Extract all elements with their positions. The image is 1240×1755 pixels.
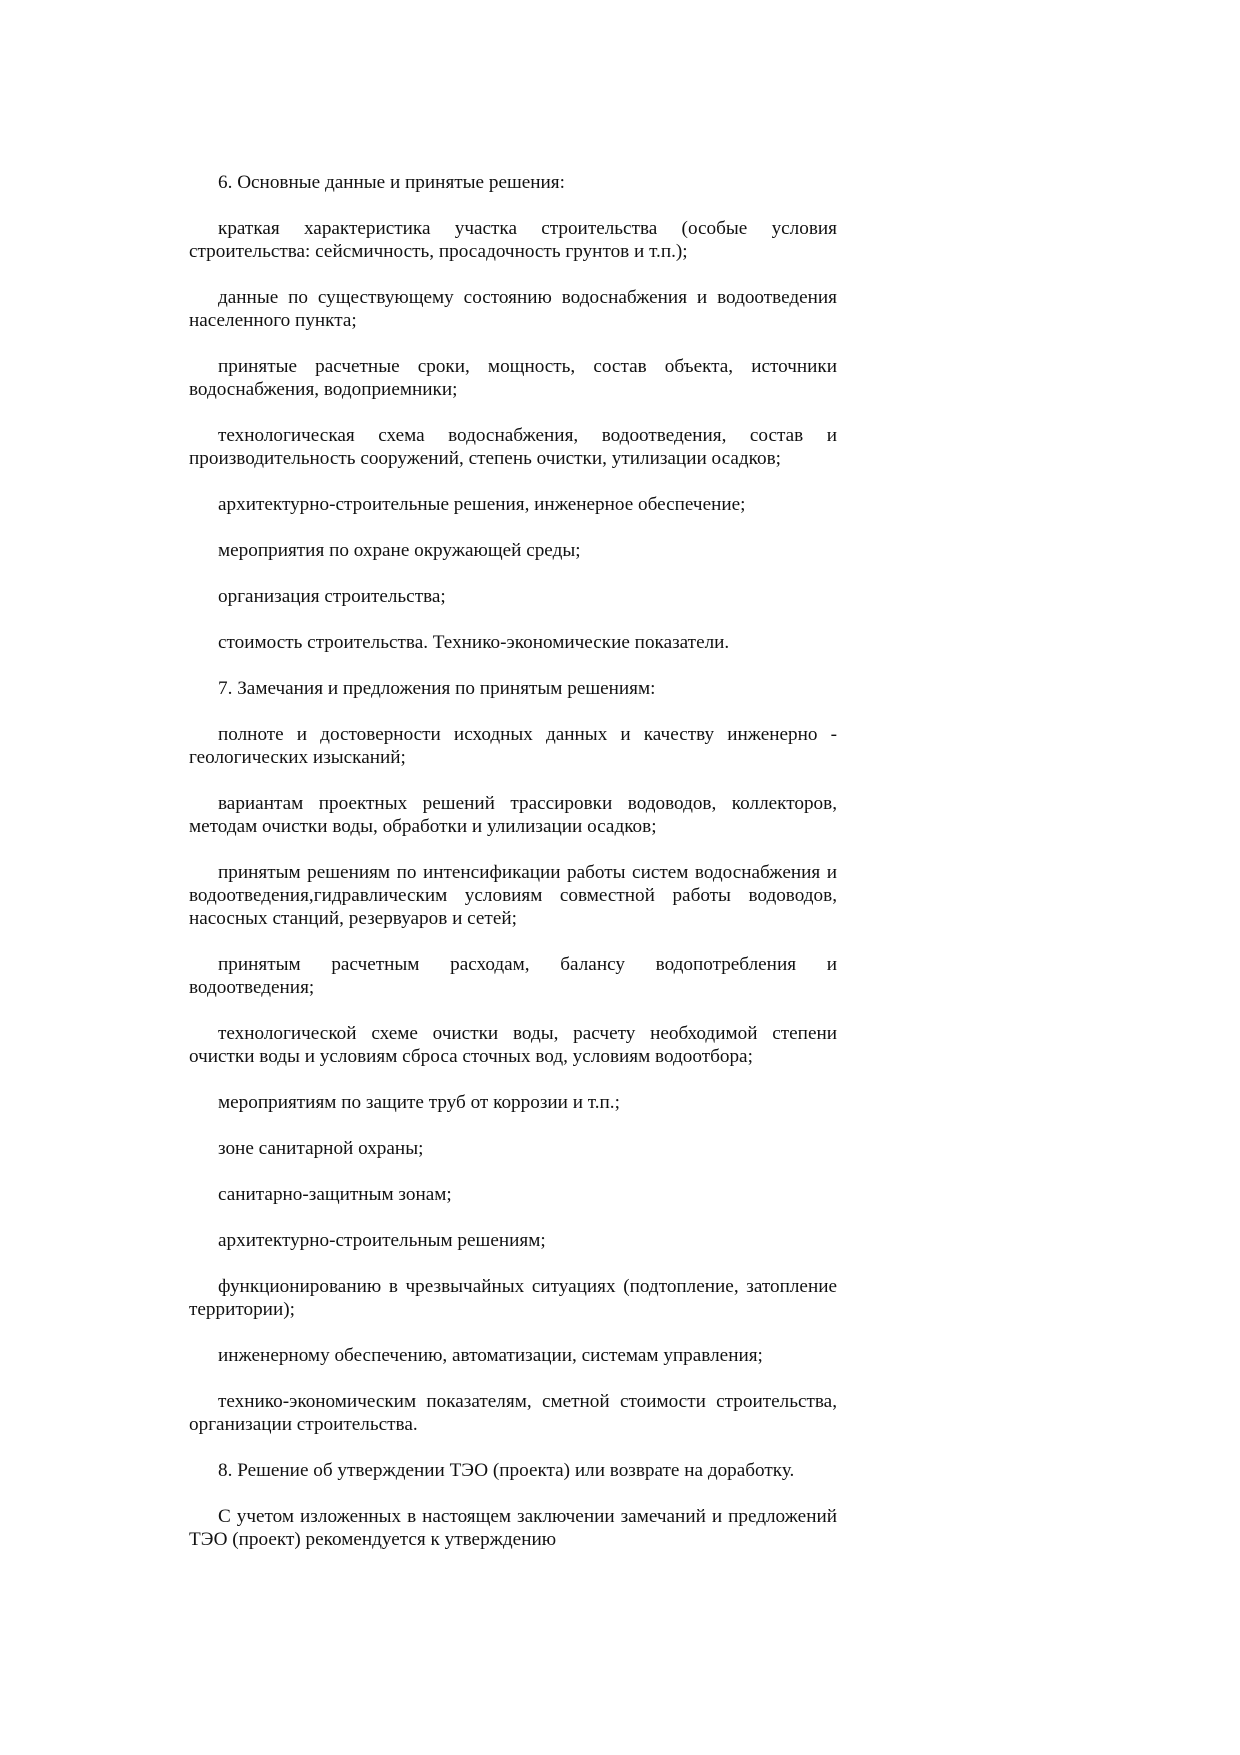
list-item-existing-state: данные по существующему состоянию водоснабжения и водоотведения населенного пункта; <box>189 287 837 331</box>
list-item-treatment-scheme: технологической схеме очистки воды, расчету необходимой степени очистки воды и условиям сброса сточных вод, условиям водоотбора; <box>189 1023 837 1067</box>
list-item-construction-organization: организация строительства; <box>218 586 446 607</box>
section-7-heading: 7. Замечания и предложения по принятым решениям: <box>218 678 656 699</box>
list-item-architectural-decisions: архитектурно-строительным решениям; <box>218 1230 546 1251</box>
list-item-intensification: принятым решениям по интенсификации работы систем водоснабжения и водоотведения,гидравлическим условиям совместной работы водоводов, насосных станций, резервуаров и сетей; <box>189 862 837 929</box>
list-item-design-parameters: принятые расчетные сроки, мощность, состав объекта, источники водоснабжения, водоприемники; <box>189 356 837 400</box>
list-item-cost: стоимость строительства. Технико-экономические показатели. <box>218 632 730 653</box>
list-item-economics: технико-экономическим показателям, сметной стоимости строительства, организации строительства. <box>189 1391 837 1435</box>
list-item-design-variants: вариантам проектных решений трассировки водоводов, коллекторов, методам очистки воды, обработки и улилизации осадков; <box>189 793 837 837</box>
list-item-engineering-support: инженерному обеспечению, автоматизации, системам управления; <box>218 1345 763 1366</box>
list-item-emergencies: функционированию в чрезвычайных ситуациях (подтопление, затопление территории); <box>189 1276 837 1320</box>
list-item-technological-scheme: технологическая схема водоснабжения, водоотведения, состав и производительность сооружений, степень очистки, утилизации осадков; <box>189 425 837 469</box>
list-item-flow-balance: принятым расчетным расходам, балансу водопотребления и водоотведения; <box>189 954 837 998</box>
list-item-source-data: полноте и достоверности исходных данных и качеству инженерно - геологических изысканий; <box>189 724 837 768</box>
conclusion-paragraph: С учетом изложенных в настоящем заключении замечаний и предложений ТЭО (проект) рекомендуется к утверждению <box>189 1506 837 1550</box>
list-item-site-characteristics: краткая характеристика участка строительства (особые условия строительства: сейсмичность, просадочность грунтов и т.п.); <box>189 218 837 262</box>
document-page <box>189 171 837 1574</box>
list-item-corrosion: мероприятиям по защите труб от коррозии и т.п.; <box>218 1092 620 1113</box>
list-item-environment: мероприятия по охране окружающей среды; <box>218 540 581 561</box>
list-item-architecture: архитектурно-строительные решения, инженерное обеспечение; <box>218 494 746 515</box>
section-8-heading: 8. Решение об утверждении ТЭО (проекта) или возврате на доработку. <box>218 1460 795 1481</box>
section-6-heading: 6. Основные данные и принятые решения: <box>218 172 565 193</box>
list-item-sanitary-zones: санитарно-защитным зонам; <box>218 1184 452 1205</box>
list-item-sanitary-protection: зоне санитарной охраны; <box>218 1138 424 1159</box>
